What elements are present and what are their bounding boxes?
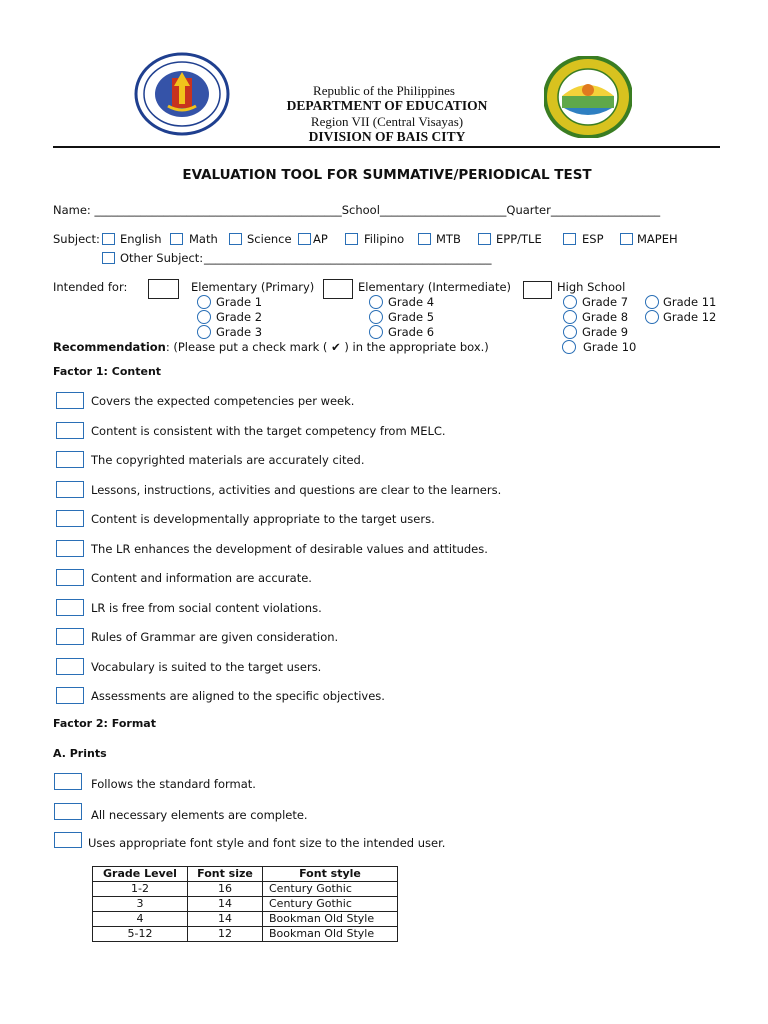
school-label: School (341, 203, 380, 217)
subject-filipino: Filipino (364, 232, 405, 246)
checkbox-elementary-primary[interactable] (148, 279, 179, 299)
grade-5-label: Grade 5 (388, 310, 435, 324)
grade-1-label: Grade 1 (216, 295, 263, 309)
table-row (93, 912, 398, 927)
grade-6-label: Grade 6 (388, 325, 435, 339)
recommendation-text-before: : (Please put a check mark ( (165, 340, 332, 354)
factor2-title: Factor 2: Format (53, 717, 156, 730)
grade-9-label: Grade 9 (582, 325, 629, 339)
elementary-intermediate-label: Elementary (Intermediate) (358, 280, 512, 294)
radio-grade-3[interactable] (197, 325, 211, 339)
radio-grade-10[interactable] (562, 340, 576, 354)
grade-3-label: Grade 3 (216, 325, 263, 339)
checkbox-content-3[interactable] (56, 451, 84, 468)
radio-grade-8[interactable] (563, 310, 577, 324)
checkbox-english[interactable] (102, 233, 115, 245)
checkbox-content-8[interactable] (56, 599, 84, 616)
content-item-9: Rules of Grammar are given consideration. (91, 630, 339, 644)
table-cell-style: Century Gothic (263, 897, 398, 912)
grade-2-label: Grade 2 (216, 310, 263, 324)
table-cell-style: Century Gothic (263, 882, 398, 897)
grade-10-label: Grade 10 (583, 340, 637, 354)
checkbox-other-subject[interactable] (102, 252, 115, 264)
checkbox-content-7[interactable] (56, 569, 84, 586)
grade-12-label: Grade 12 (663, 310, 717, 324)
radio-grade-4[interactable] (369, 295, 383, 309)
grade-11-label: Grade 11 (663, 295, 717, 309)
recommendation-text-after: ) in the appropriate box.) (340, 340, 489, 354)
elementary-primary-label: Elementary (Primary) (191, 280, 315, 294)
table-cell-grade: 3 (93, 897, 188, 912)
subject-epp-tle: EPP/TLE (496, 232, 542, 246)
factor1-title: Factor 1: Content (53, 365, 162, 378)
recommendation-label: Recommendation (53, 340, 166, 354)
header-line-region: Region VII (Central Visayas) (310, 114, 464, 129)
subject-ap: AP (313, 232, 328, 246)
checkbox-content-10[interactable] (56, 658, 84, 675)
other-subject-field[interactable]: __________________________________________________ (204, 251, 492, 265)
subject-math: Math (189, 232, 218, 246)
table-header-font-size: Font size (188, 867, 263, 882)
checkbox-content-4[interactable] (56, 481, 84, 498)
content-item-7: Content and information are accurate. (91, 571, 312, 585)
check-mark-icon: ✔ (331, 340, 341, 354)
checkbox-science[interactable] (229, 233, 242, 245)
grade-8-label: Grade 8 (582, 310, 629, 324)
subject-label: Subject: (53, 232, 100, 246)
radio-grade-9[interactable] (563, 325, 577, 339)
table-cell-size: 12 (188, 927, 263, 942)
radio-grade-12[interactable] (645, 310, 659, 324)
format-item-2: All necessary elements are complete. (91, 808, 308, 822)
checkbox-format-3[interactable] (54, 832, 82, 848)
checkbox-mtb[interactable] (418, 233, 431, 245)
checkbox-esp[interactable] (563, 233, 576, 245)
content-item-2: Content is consistent with the target competency from MELC. (91, 424, 446, 438)
subject-esp: ESP (582, 232, 604, 246)
name-row (53, 203, 660, 217)
high-school-label: High School (557, 280, 626, 294)
header-line-republic: Republic of the Philippines (313, 83, 455, 98)
subject-science: Science (247, 232, 292, 246)
table-header-row (93, 867, 398, 882)
checkbox-ap[interactable] (298, 233, 311, 245)
grade-4-label: Grade 4 (388, 295, 435, 309)
content-item-11: Assessments are aligned to the specific objectives. (91, 689, 385, 703)
page-title: EVALUATION TOOL FOR SUMMATIVE/PERIODICAL TEST (182, 167, 592, 183)
other-subject-label: Other Subject: (120, 251, 204, 265)
checkbox-mapeh[interactable] (620, 233, 633, 245)
checkbox-filipino[interactable] (345, 233, 358, 245)
table-row (93, 882, 398, 897)
radio-grade-5[interactable] (369, 310, 383, 324)
grade-7-label: Grade 7 (582, 295, 629, 309)
checkbox-format-1[interactable] (54, 773, 82, 790)
header-line-department: DEPARTMENT OF EDUCATION (286, 98, 488, 113)
header-line-division: DIVISION OF BAIS CITY (308, 129, 466, 144)
table-cell-grade: 4 (93, 912, 188, 927)
radio-grade-2[interactable] (197, 310, 211, 324)
table-cell-size: 16 (188, 882, 263, 897)
name-field[interactable]: ___________________________________________ (94, 203, 342, 217)
table-cell-grade: 1-2 (93, 882, 188, 897)
table-header-grade-level: Grade Level (93, 867, 188, 882)
checkbox-format-2[interactable] (54, 803, 82, 820)
table-cell-size: 14 (188, 897, 263, 912)
table-header-font-style: Font style (263, 867, 398, 882)
content-item-10: Vocabulary is suited to the target users. (91, 660, 322, 674)
subject-english: English (120, 232, 162, 246)
table-cell-style: Bookman Old Style (263, 927, 398, 942)
checkbox-math[interactable] (170, 233, 183, 245)
table-cell-grade: 5-12 (93, 927, 188, 942)
checkbox-high-school[interactable] (523, 281, 552, 299)
table-row (93, 927, 398, 942)
header-rule (53, 146, 720, 148)
table-cell-style: Bookman Old Style (263, 912, 398, 927)
subject-mtb: MTB (436, 232, 461, 246)
content-item-5: Content is developmentally appropriate to the target users. (91, 512, 435, 526)
checkbox-content-11[interactable] (56, 687, 84, 704)
format-item-3: Uses appropriate font style and font size to the intended user. (88, 836, 446, 850)
font-size-table (92, 866, 398, 942)
format-item-1: Follows the standard format. (91, 777, 256, 791)
content-item-8: LR is free from social content violations. (91, 601, 322, 615)
recommendation-line (53, 340, 489, 354)
radio-grade-11[interactable] (645, 295, 659, 309)
checkbox-content-1[interactable] (56, 392, 84, 409)
intended-label: Intended for: (53, 280, 128, 294)
table-cell-size: 14 (188, 912, 263, 927)
school-field[interactable]: ______________________ (379, 203, 507, 217)
checkbox-content-9[interactable] (56, 628, 84, 645)
content-item-6: The LR enhances the development of desirable values and attitudes. (91, 542, 488, 556)
checkbox-epp-tle[interactable] (478, 233, 491, 245)
name-label: Name: (53, 203, 91, 217)
quarter-label: Quarter (506, 203, 551, 217)
checkbox-content-2[interactable] (56, 422, 84, 439)
radio-grade-6[interactable] (369, 325, 383, 339)
checkbox-content-6[interactable] (56, 540, 84, 557)
content-item-1: Covers the expected competencies per week. (91, 394, 355, 408)
quarter-field[interactable]: ___________________ (550, 203, 661, 217)
factor2-subtitle: A. Prints (53, 747, 107, 760)
table-row (93, 897, 398, 912)
radio-grade-7[interactable] (563, 295, 577, 309)
checkbox-content-5[interactable] (56, 510, 84, 527)
subject-mapeh: MAPEH (637, 232, 678, 246)
content-item-3: The copyrighted materials are accurately cited. (91, 453, 365, 467)
radio-grade-1[interactable] (197, 295, 211, 309)
content-item-4: Lessons, instructions, activities and questions are clear to the learners. (91, 483, 502, 497)
checkbox-elementary-intermediate[interactable] (323, 279, 353, 299)
